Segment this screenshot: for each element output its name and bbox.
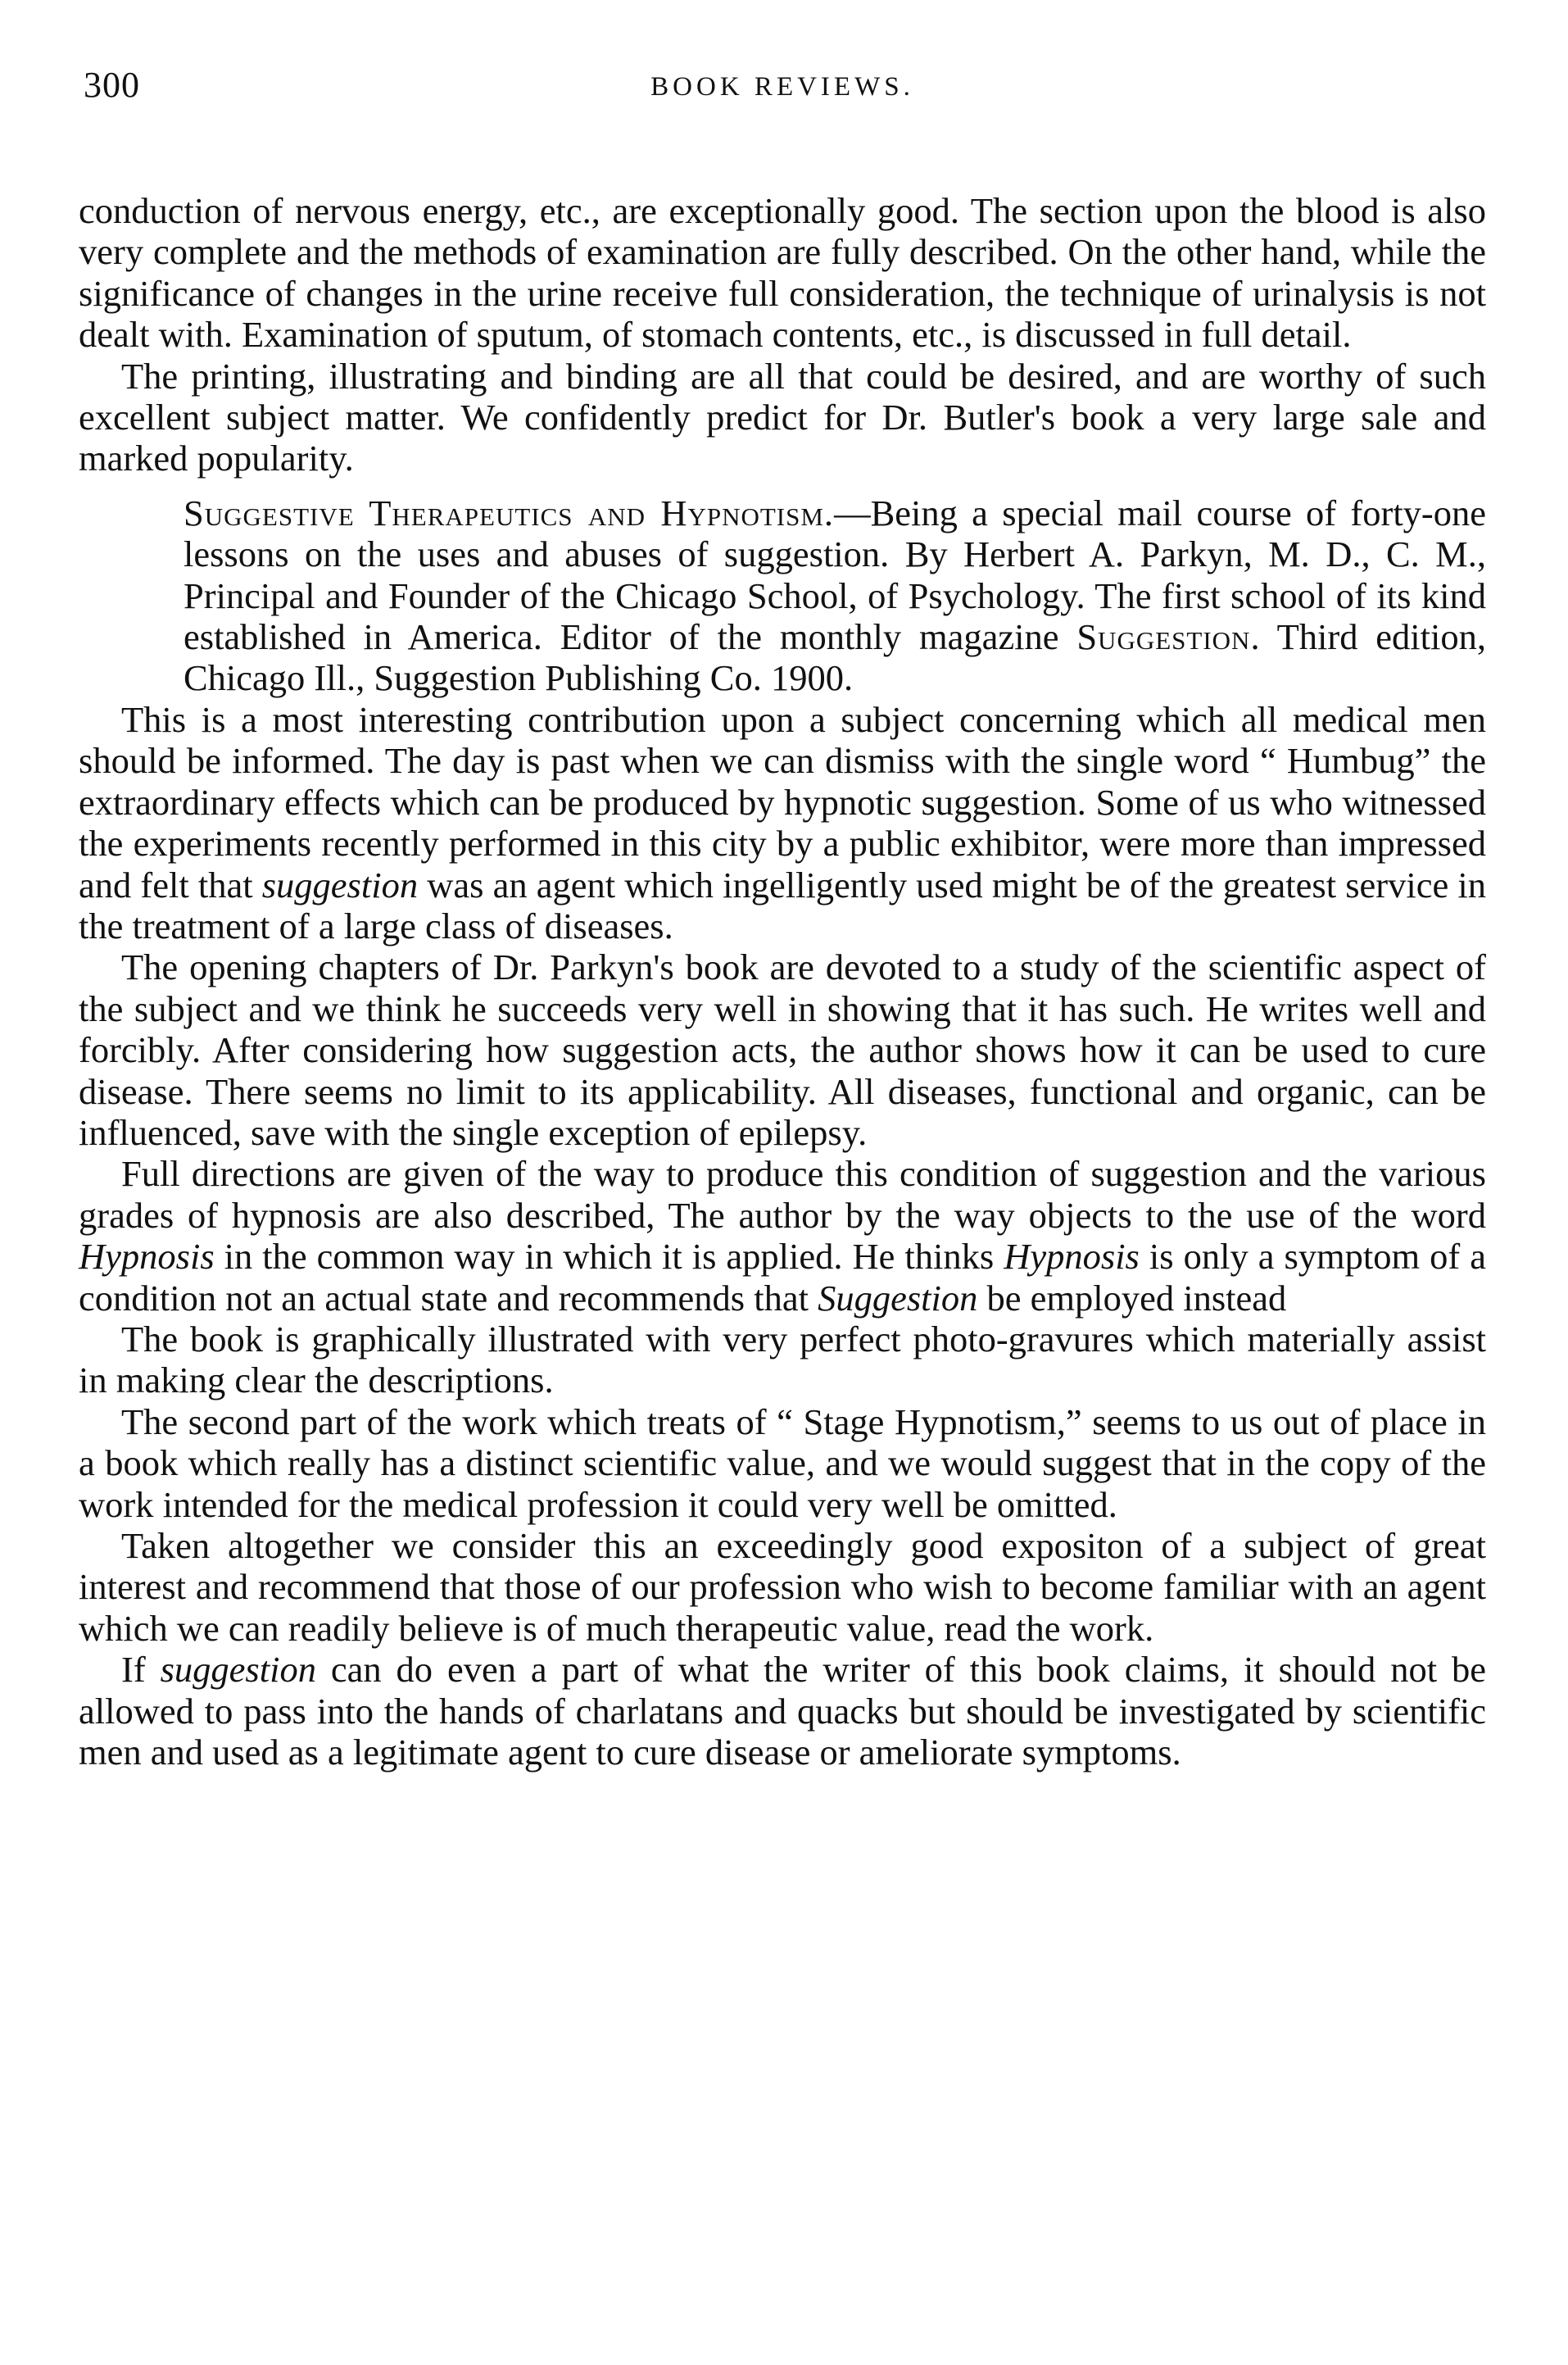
- italic-term: suggestion: [160, 1649, 316, 1691]
- paragraph-text: can do even a part of what the writer of this book claims, it should not be allowed to pass into the hands of charlatans and quacks but should be investigated by scientific men and used as a legitimate agent to cure disease or ameliorate symptoms.: [79, 1649, 1486, 1773]
- page-number: 300: [84, 65, 140, 105]
- italic-term: Suggestion: [818, 1277, 978, 1319]
- paragraph: The second part of the work which treats of “ Stage Hypnotism,” seems to us out of place in a book which really has a distinct scientific value, and we would suggest that in the copy of the work intended for the medical profession it could very well be omitted.: [79, 1400, 1486, 1525]
- paragraph: The book is graphically illustrated with very perfect photo-gravures which materially assist in making clear the descriptions.: [79, 1318, 1486, 1401]
- paragraph: [79, 1649, 1486, 1773]
- paragraph-text: was an agent which ingelligently used might be of the greatest service in the treatment of a large class of diseases.: [79, 864, 1486, 946]
- paragraph-text: in the common way in which it is applied. He thinks: [214, 1236, 1004, 1278]
- book-citation: [79, 493, 1486, 699]
- paragraph-text: This is a most interesting contribution upon a subject concerning which all medical men should be informed. The day is past when we can dismiss with the single word “ Humbug” the extraordinary effects which can be produced by hypnotic suggestion. Some of us who witnessed the experiments recently performed in this city by a public exhibitor, were more than impressed and felt that: [79, 698, 1486, 906]
- paragraph-text: If: [121, 1649, 161, 1691]
- paragraph-text: is only a symptom of a condition not an actual state and recommends that: [79, 1236, 1486, 1319]
- article-body: [79, 190, 1486, 1773]
- paragraph: Taken altogether we consider this an exceedingly good expositon of a subject of great interest and recommend that those of our profession who wish to become familiar with an agent which we can readily believe is of much therapeutic value, read the work.: [79, 1525, 1486, 1649]
- running-title: BOOK REVIEWS.: [650, 72, 914, 102]
- citation-magazine: Suggestion: [1076, 616, 1251, 658]
- paragraph: The printing, illustrating and binding are all that could be desired, and are worthy of such excellent subject matter. We confidently predict for Dr. Butler's book a very large sale and marked popularity.: [79, 355, 1486, 479]
- paragraph: [79, 1153, 1486, 1319]
- paragraph: The opening chapters of Dr. Parkyn's book are devoted to a study of the scientific aspect of the subject and we think he succeeds very well in showing that it has such. He writes well and forcibly. After considering how suggestion acts, the author shows how it can be used to cure disease. There seems no limit to its applicability. All diseases, functional and organic, can be influenced, save with the single exception of epilepsy.: [79, 946, 1486, 1153]
- citation-publication: . Third edition, Chicago Ill., Suggestion Publishing Co. 1900.: [184, 616, 1486, 699]
- citation-title: Suggestive Therapeutics and Hypnotism.: [184, 492, 835, 533]
- paragraph-continued: conduction of nervous energy, etc., are exceptionally good. The section upon the blood is also very complete and the methods of examination are fully described. On the other hand, while the significance of changes in the urine receive full consideration, the technique of urinalysis is not dealt with. Examination of sputum, of stomach contents, etc., is discussed in full detail.: [79, 190, 1486, 356]
- paragraph: [79, 699, 1486, 946]
- italic-term: suggestion: [261, 864, 419, 906]
- paragraph-text: be employed instead: [977, 1277, 1287, 1319]
- italic-term: Hypnosis: [1004, 1236, 1140, 1278]
- italic-term: Hypnosis: [79, 1236, 215, 1278]
- citation-details: —Being a special mail course of forty-one lessons on the uses and abuses of suggestion. By Herbert A. Parkyn, M. D., C. M., Principal and Founder of the Chicago School, of Psychology. The first school of its kind established in America. Editor of the monthly magazine: [184, 492, 1486, 658]
- page-header: [79, 64, 1486, 121]
- paragraph-text: Full directions are given of the way to produce this condition of suggestion and the various grades of hypnosis are also described, The author by the way objects to the use of the word: [79, 1153, 1486, 1236]
